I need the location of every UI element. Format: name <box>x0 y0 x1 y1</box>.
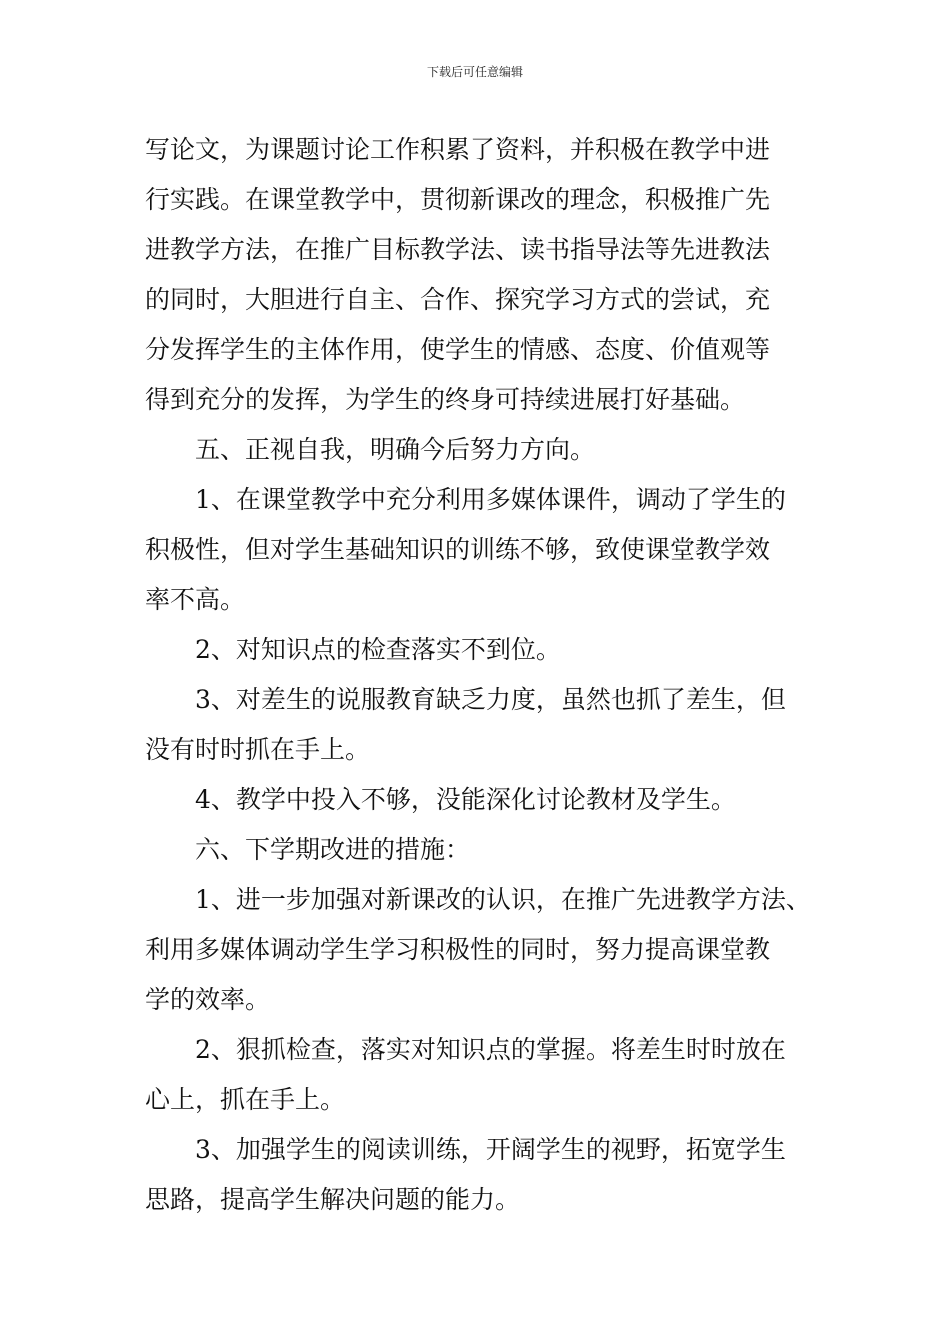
paragraph-line: 利用多媒体调动学生学习积极性的同时，努力提高课堂教 <box>145 935 771 964</box>
paragraph-line: 思路，提高学生解决问题的能力。 <box>145 1185 521 1214</box>
paragraph <box>145 475 810 625</box>
paragraph-line: 进教学方法，在推广目标教学法、读书指导法等先进教法 <box>145 235 771 264</box>
paragraph-line: 得到充分的发挥，为学生的终身可持续进展打好基础。 <box>145 385 746 414</box>
paragraph-line: 3、对差生的说服教育缺乏力度，虽然也抓了差生，但 <box>195 685 786 714</box>
paragraph-line: 分发挥学生的主体作用，使学生的情感、态度、价值观等 <box>145 335 771 364</box>
paragraph-line: 心上，抓在手上。 <box>145 1085 346 1114</box>
paragraph <box>145 1025 810 1125</box>
paragraph-line: 积极性，但对学生基础知识的训练不够，致使课堂教学效 <box>145 535 771 564</box>
page-header: 下载后可任意编辑 <box>426 65 523 79</box>
paragraph <box>145 625 810 675</box>
paragraph <box>145 825 810 875</box>
paragraph-line: 学的效率。 <box>145 985 271 1014</box>
paragraph-line: 写论文，为课题讨论工作积累了资料，并积极在教学中进 <box>145 135 771 164</box>
paragraph-line: 的同时，大胆进行自主、合作、探究学习方式的尝试，充 <box>145 285 771 314</box>
paragraph <box>145 1125 810 1225</box>
paragraph <box>145 875 810 1025</box>
paragraph-line: 2、对知识点的检查落实不到位。 <box>195 635 561 664</box>
paragraph <box>145 675 810 775</box>
paragraph <box>145 775 810 825</box>
paragraph-line: 1、进一步加强对新课改的认识，在推广先进教学方法、 <box>195 885 811 914</box>
paragraph-line: 行实践。在课堂教学中，贯彻新课改的理念，积极推广先 <box>145 185 771 214</box>
paragraph-line: 六、下学期改进的措施： <box>195 835 471 864</box>
paragraph-line: 1、在课堂教学中充分利用多媒体课件，调动了学生的 <box>195 485 786 514</box>
paragraph <box>145 425 810 475</box>
paragraph <box>145 125 810 425</box>
paragraph-line: 4、教学中投入不够，没能深化讨论教材及学生。 <box>195 785 736 814</box>
paragraph-line: 2、狠抓检查，落实对知识点的掌握。将差生时时放在 <box>195 1035 786 1064</box>
paragraph-line: 五、正视自我，明确今后努力方向。 <box>195 435 596 464</box>
paragraph-line: 没有时时抓在手上。 <box>145 735 371 764</box>
document-body <box>145 125 810 1225</box>
paragraph-line: 3、加强学生的阅读训练，开阔学生的视野，拓宽学生 <box>195 1135 786 1164</box>
paragraph-line: 率不高。 <box>145 585 246 614</box>
